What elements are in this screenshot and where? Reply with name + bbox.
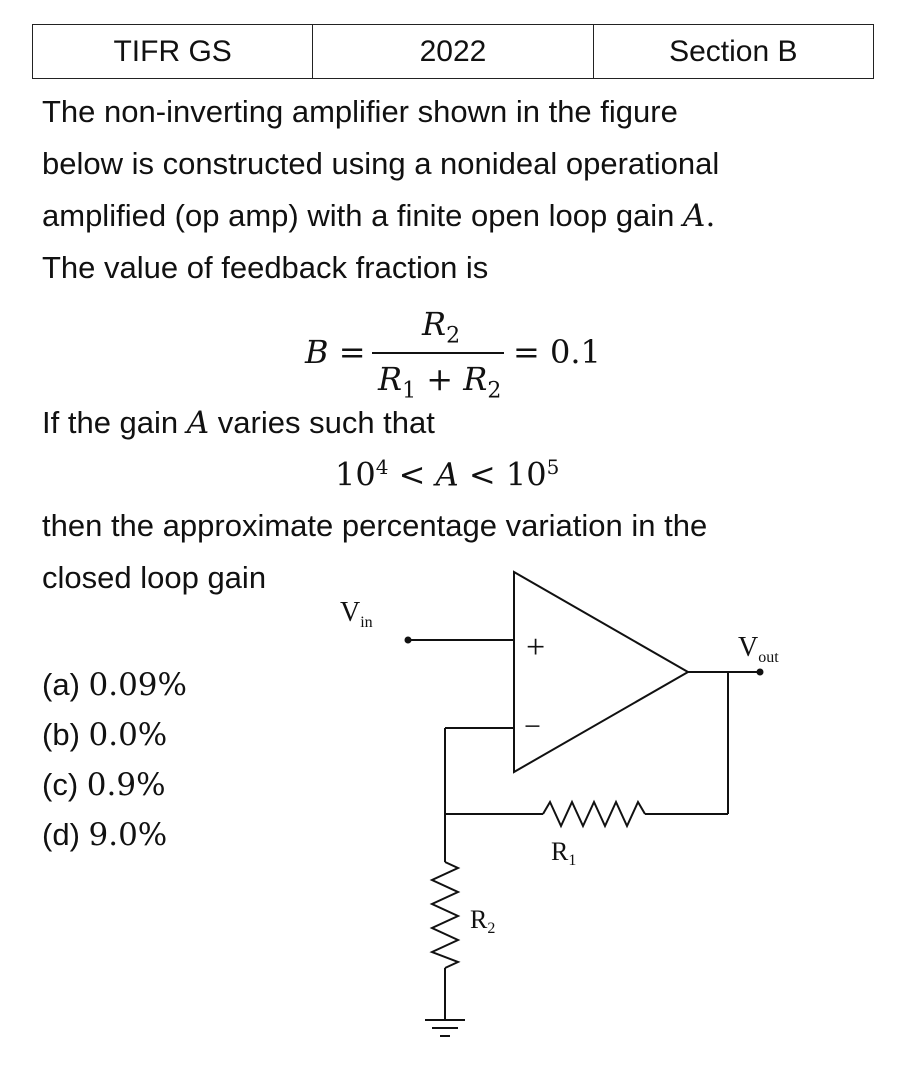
line3-period: . — [705, 198, 716, 234]
eq-num-r: R — [422, 305, 447, 343]
option-b-value: 0.0% — [88, 717, 168, 753]
eq-den-sub1: 1 — [402, 378, 417, 404]
header-section: Section B — [593, 25, 873, 79]
vin-label: $V_{in}$ — [340, 597, 373, 631]
vout-terminal — [757, 669, 764, 676]
line5-pre: If the gain — [42, 405, 187, 440]
question-line-2: below is constructed using a nonideal operational — [42, 146, 720, 181]
option-a-value: 0.09% — [88, 667, 187, 703]
ineq-high: 10 — [505, 455, 547, 494]
eq-den-r1: R — [378, 360, 403, 398]
header-year: 2022 — [313, 25, 593, 79]
var-a: A — [683, 198, 706, 234]
option-a-label: (a) — [42, 667, 89, 702]
option-c-value: 0.9% — [86, 767, 166, 803]
diagram-backdrop — [300, 560, 740, 1040]
option-d-value: 9.0% — [88, 817, 168, 853]
option-c-label: (c) — [42, 767, 87, 802]
eq-b: B — [305, 333, 329, 371]
question-line-1: The non-inverting amplifier shown in the figure — [42, 94, 678, 129]
eq-num-sub: 2 — [446, 323, 461, 349]
eq-den-sub2: 2 — [487, 378, 502, 404]
ineq-low: 10 — [335, 455, 376, 494]
ineq-high-exp: 5 — [546, 455, 560, 479]
plus-sign: + — [526, 629, 546, 666]
eq-rhs: = 0.1 — [513, 333, 601, 371]
line5-post: varies such that — [209, 405, 435, 440]
vin-terminal — [405, 637, 412, 644]
minus-sign: − — [524, 710, 541, 743]
ineq-mid: < A < — [388, 455, 506, 494]
eq-equals: = — [338, 333, 366, 371]
question-line-7: closed loop gain — [42, 560, 267, 595]
line3-text: amplified (op amp) with a finite open loop gain — [42, 198, 684, 233]
question-line-4: The value of feedback fraction is — [42, 250, 489, 285]
r1-label: R1 — [551, 837, 577, 869]
header-exam: TIFR GS — [33, 25, 313, 79]
option-b-label: (b) — [42, 717, 89, 752]
ineq-low-exp: 4 — [375, 455, 389, 479]
r2-label: R2 — [470, 905, 496, 937]
vout-label: $V_{out}$ — [738, 632, 779, 666]
option-d-label: (d) — [42, 817, 89, 852]
eq-den-plus: + — [426, 360, 454, 398]
eq-den-r2: R — [463, 360, 488, 398]
question-line-6: then the approximate percentage variation in the — [42, 508, 708, 543]
line5-var: A — [186, 405, 210, 441]
